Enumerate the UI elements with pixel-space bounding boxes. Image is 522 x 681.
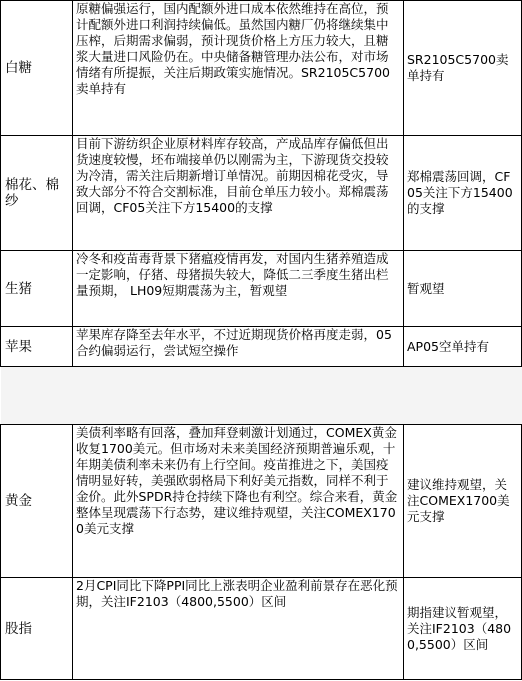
table-row-hog — [1, 251, 522, 327]
product-name-cell: 黄金 — [1, 425, 73, 578]
product-name-cell: 苹果 — [1, 327, 73, 367]
table-row-gold — [1, 425, 522, 578]
strategy-cell: 暂观望 — [404, 251, 522, 327]
strategy-cell: AP05空单持有 — [404, 327, 522, 367]
table-row-stock-index — [1, 578, 522, 680]
strategy-cell: SR2105C5700卖单持有 — [404, 1, 522, 136]
product-name-cell: 白糖 — [1, 1, 73, 136]
table-row-empty — [1, 367, 522, 425]
market-analysis-cell: 2月CPI同比下降PPI同比上涨表明企业盈利前景存在恶化预期，关注IF2103（4800,5500）区间 — [73, 578, 404, 680]
market-analysis-cell: 苹果库存降至去年水平，不过近期现货价格再度走弱，05合约偏弱运行，尝试短空操作 — [73, 327, 404, 367]
product-name-cell — [1, 367, 73, 425]
strategy-cell — [404, 367, 522, 425]
market-analysis-cell: 冷冬和疫苗毒背景下猪瘟疫情再发，对国内生猪养殖造成一定影响，仔猪、母猪损失较大，降低二三季度生猪出栏量预期， LH09短期震荡为主，暂观望 — [73, 251, 404, 327]
market-analysis-cell: 原糖偏强运行，国内配额外进口成本依然维持在高位，预计配额外进口利润持续偏低。虽然国内糖厂仍将继续集中压榨，后期需求偏弱，预计现货价格上方压力较大，且糖浆大量进口风险仍在。中央储备糖管理办法公布，对市场情绪有所提振，关注后期政策实施情况。SR2105C5700卖单持有 — [73, 1, 404, 136]
market-analysis-cell — [73, 367, 404, 425]
market-analysis-cell: 美债利率略有回落，叠加拜登刺激计划通过，COMEX黄金收复1700美元。但市场对未来美国经济预期普遍乐观，十年期美债利率未来仍有上行空间。疫苗推进之下，美国疫情明显好转，美强欧弱格局下利好美元指数，同样不利于金价。此外SPDR持仓持续下降也有利空。综合来看，黄金整体呈现震荡下行态势，建议维持观望，关注COMEX1700美元支撑 — [73, 425, 404, 578]
table-row-cotton — [1, 136, 522, 251]
table-row-apple — [1, 327, 522, 367]
strategy-cell: 建议维持观望，关注COMEX1700美元支撑 — [404, 425, 522, 578]
market-analysis-cell: 目前下游纺织企业原材料库存较高，产成品库存偏低但出货速度较慢，坯布端接单仍以刚需为主，下游现货交投较为冷清，需关注后期新增订单情况。前期因棉花受灾，导致大部分不符合交割标准，目前仓单压力较小。郑棉震荡回调，CF05关注下方15400的支撑 — [73, 136, 404, 251]
strategy-cell: 期指建议暂观望，关注IF2103（4800,5500）区间 — [404, 578, 522, 680]
product-name-cell: 棉花、棉纱 — [1, 136, 73, 251]
product-name-cell: 生猪 — [1, 251, 73, 327]
table-row-sugar — [1, 1, 522, 136]
strategy-cell: 郑棉震荡回调，CF05关注下方15400的支撑 — [404, 136, 522, 251]
product-name-cell: 股指 — [1, 578, 73, 680]
